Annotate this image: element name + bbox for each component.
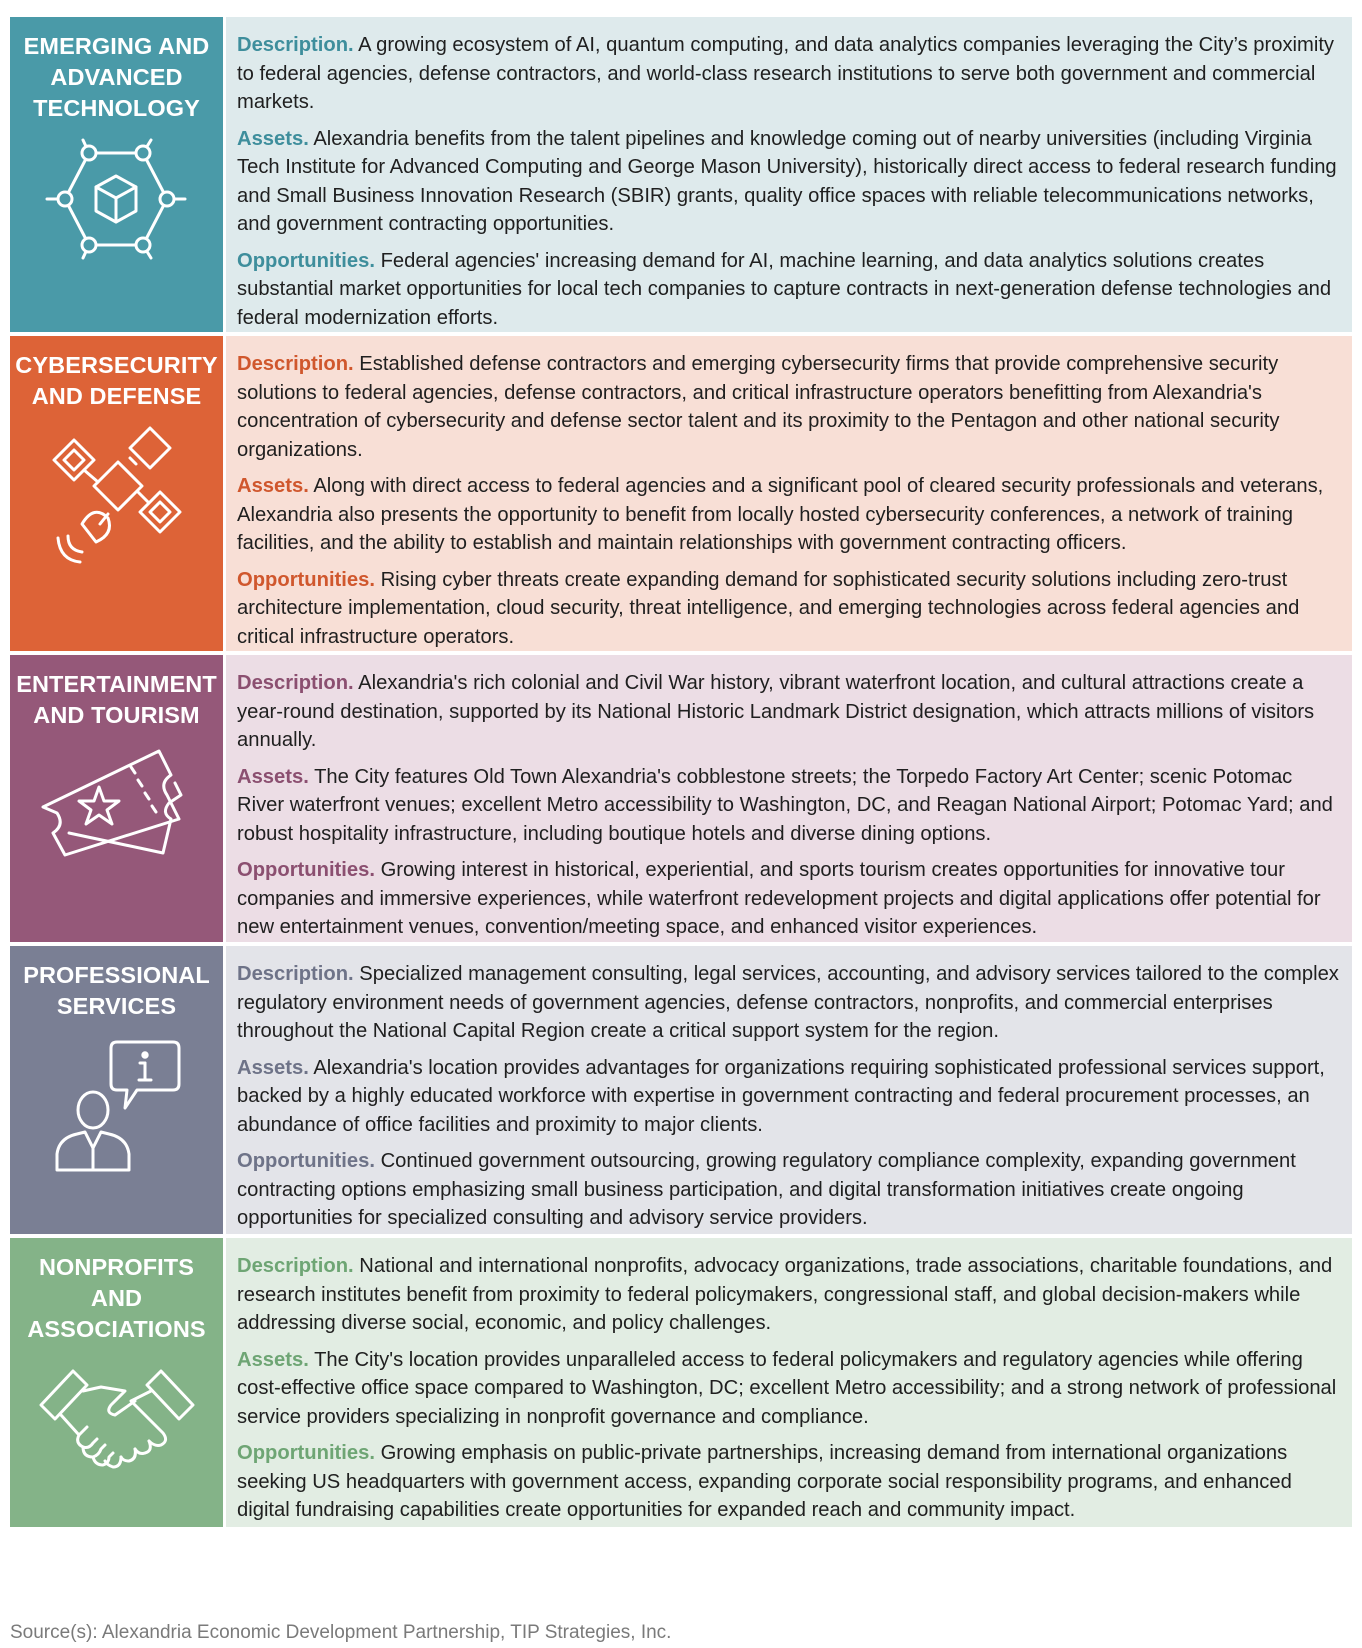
sector-text-cell <box>226 655 1352 942</box>
sector-label-cell <box>10 1238 223 1527</box>
sector-title: PROFESSIONAL SERVICES <box>23 962 210 1019</box>
sector-table <box>10 17 1352 1531</box>
sector-row-cybersecurity <box>10 336 1352 651</box>
network-cube-icon <box>39 136 195 266</box>
opportunities-paragraph: Opportunities. Federal agencies' increasing demand for AI, machine learning, and data analytics solutions creates substantial market opportunities for local tech companies to capture contracts in next-generation defense technologies and federal modernization efforts. <box>237 249 1332 329</box>
opportunities-paragraph: Opportunities. Rising cyber threats create expanding demand for sophisticated security solutions including zero-trust architecture implementation, cloud security, threat intelligence, and emerging technologies across federal agencies and critical infrastructure operators. <box>237 568 1300 648</box>
description-paragraph: Description. National and international nonprofits, advocacy organizations, trade associations, charitable foundations, and research institutes benefit from proximity to federal policymakers, congressional staff, and global decision-makers while addressing diverse social, economic, and policy challenges. <box>237 1255 1333 1334</box>
satellite-icon <box>42 426 192 566</box>
sector-row-professional-services <box>10 946 1352 1234</box>
sector-row-nonprofits <box>10 1238 1352 1527</box>
opportunities-paragraph: Opportunities. Growing interest in historical, experiential, and sports tourism creates opportunities for innovative tour companies and immersive experiences, while waterfront redevelopment projects and digital applications offer potential for new entertainment venues, convention/meeting space, and enhanced visitor experiences. <box>237 859 1321 938</box>
sector-title: NONPROFITS AND ASSOCIATIONS <box>27 1254 206 1342</box>
sector-title: CYBERSECURITY AND DEFENSE <box>15 352 218 409</box>
sector-label-cell <box>10 946 223 1234</box>
sector-title: ENTERTAINMENT AND TOURISM <box>16 671 217 728</box>
sector-row-entertainment <box>10 655 1352 942</box>
sector-text-cell <box>226 1238 1352 1527</box>
description-paragraph: Description. A growing ecosystem of AI, quantum computing, and data analytics companies leveraging the City’s proximity to federal agencies, defense contractors, and world-class research institutions to serve both government and commercial markets. <box>237 34 1335 113</box>
description-paragraph: Description. Specialized management consulting, legal services, accounting, and advisory services tailored to the complex regulatory environment needs of government agencies, defense contractors, nonprofits, and commercial enterprises throughout the National Capital Region create a critical support system for the region. <box>237 963 1339 1042</box>
ticket-icon <box>39 749 195 861</box>
sector-title: EMERGING AND ADVANCED TECHNOLOGY <box>23 33 210 121</box>
sector-label-cell <box>10 17 223 332</box>
assets-paragraph: Assets. Alexandria benefits from the talent pipelines and knowledge coming out of nearby universities (including Virginia Tech Institute for Advanced Computing and George Mason University), historically direct access to federal research funding and Small Business Innovation Research (SBIR) grants, quality office spaces with reliable telecommunications networks, and government contracting opportunities. <box>237 127 1337 235</box>
opportunities-paragraph: Opportunities. Continued government outsourcing, growing regulatory compliance complexity, expanding government contracting options emphasizing small business participation, and digital transformation initiatives create ongoing opportunities for specialized consulting and advisory service providers. <box>237 1150 1296 1229</box>
sector-row-emerging-technology <box>10 17 1352 332</box>
assets-paragraph: Assets. Along with direct access to federal agencies and a significant pool of cleared security professionals and veterans, Alexandria also presents the opportunity to benefit from locally hosted cybersecurity conferences, a network of training facilities, and the ability to establish and maintain relationships with government contracting officers. <box>237 475 1324 554</box>
sector-text-cell <box>226 336 1352 651</box>
consultant-info-icon <box>47 1038 187 1174</box>
sector-label-cell <box>10 336 223 651</box>
sector-text-cell <box>226 17 1352 332</box>
assets-paragraph: Assets. The City's location provides unparalleled access to federal policymakers and regulatory agencies while offering cost-effective office space compared to Washington, DC; excellent Metro accessibility; and a strong network of professional service providers specializing in nonprofit governance and compliance. <box>237 1348 1337 1428</box>
handshake-icon <box>39 1361 195 1485</box>
source-note: Source(s): Alexandria Economic Development Partnership, TIP Strategies, Inc. <box>10 1622 672 1643</box>
description-paragraph: Description. Established defense contractors and emerging cybersecurity firms that provide comprehensive security solutions to federal agencies, defense contractors, and critical infrastructure operators benefitting from Alexandria's concentration of cybersecurity and defense sector talent and its proximity to the Pentagon and other national security organizations. <box>237 353 1280 461</box>
sector-label-cell <box>10 655 223 942</box>
sector-text-cell <box>226 946 1352 1234</box>
assets-paragraph: Assets. Alexandria's location provides advantages for organizations requiring sophisticated professional services support, backed by a highly educated workforce with expertise in government contracting and federal procurement processes, an abundance of office facilities and proximity to major clients. <box>237 1056 1325 1136</box>
opportunities-paragraph: Opportunities. Growing emphasis on public-private partnerships, increasing demand from international organizations seeking US headquarters with government access, expanding corporate social responsibility programs, and enhanced digital fundraising capabilities create opportunities for expanded reach and community impact. <box>237 1442 1292 1521</box>
assets-paragraph: Assets. The City features Old Town Alexandria's cobblestone streets; the Torpedo Factory Art Center; scenic Potomac River waterfront venues; excellent Metro accessibility to Washington, DC, and Reagan National Airport; Potomac Yard; and robust hospitality infrastructure, including boutique hotels and diverse dining options. <box>237 765 1333 845</box>
description-paragraph: Description. Alexandria's rich colonial and Civil War history, vibrant waterfront location, and cultural attractions create a year-round destination, supported by its National Historic Landmark District designation, which attracts millions of visitors annually. <box>237 672 1315 751</box>
